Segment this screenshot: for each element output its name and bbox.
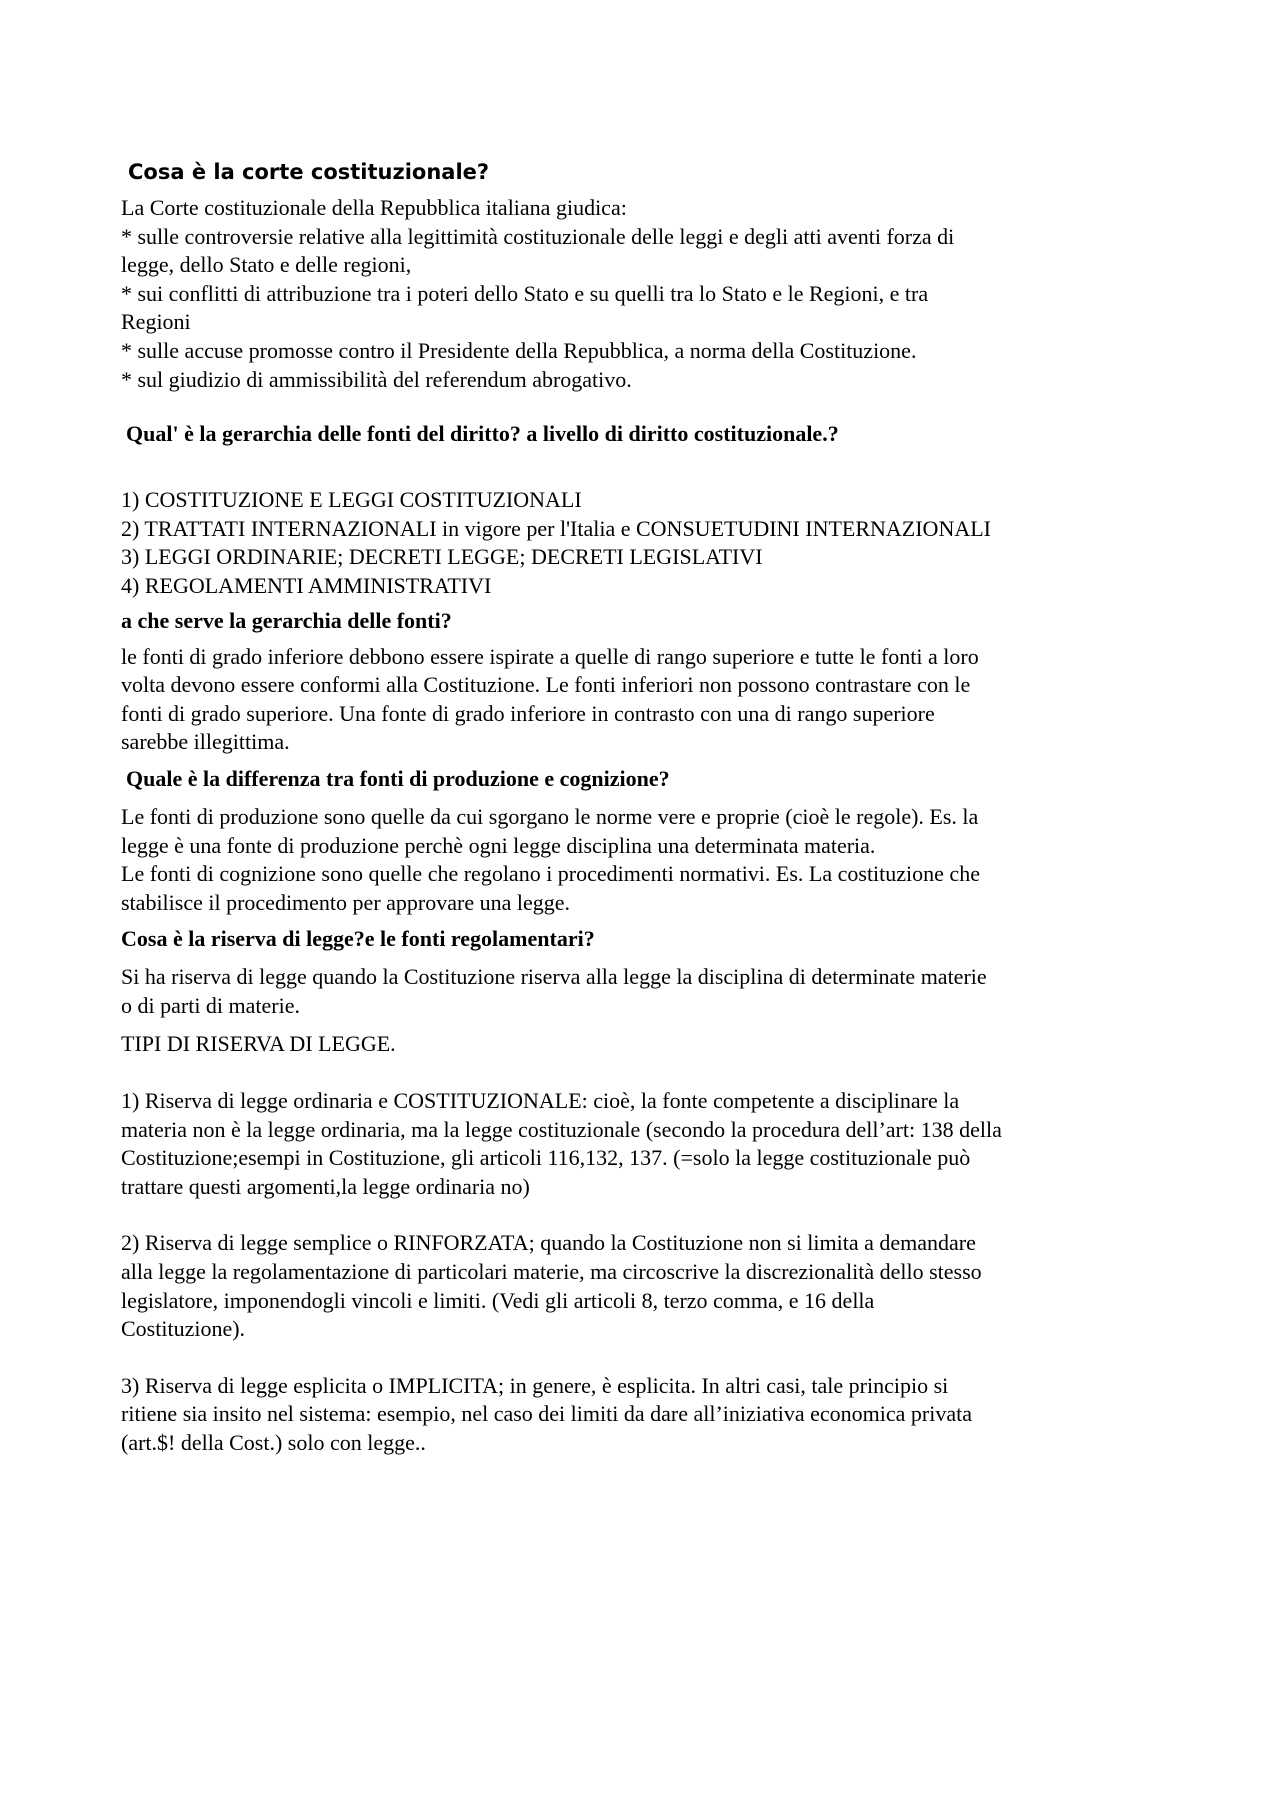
list-item: 4) REGOLAMENTI AMMINISTRATIVI	[121, 572, 492, 598]
list-item: 1) COSTITUZIONE E LEGGI COSTITUZIONALI	[121, 487, 582, 513]
list-item: 3) LEGGI ORDINARIE; DECRETI LEGGE; DECRETI LEGISLATIVI	[121, 544, 763, 570]
text-line: trattare questi argomenti,la legge ordinaria no)	[121, 1173, 530, 1199]
list-item: 2) TRATTATI INTERNAZIONALI in vigore per l'Italia e CONSUETUDINI INTERNAZIONALI	[121, 515, 991, 541]
text-line: alla legge la regolamentazione di particolari materie, ma circoscrive la discrezionalità dello stesso	[121, 1259, 982, 1285]
heading-corte-costituzionale: Cosa è la corte costituzionale?	[128, 160, 490, 184]
text-line: * sui conflitti di attribuzione tra i poteri dello Stato e su quelli tra lo Stato e le Regioni, e tra	[121, 280, 929, 306]
text-line: La Corte costituzionale della Repubblica italiana giudica:	[121, 195, 627, 220]
text-line: sarebbe illegittima.	[121, 729, 290, 755]
text-line: legge è una fonte di produzione perchè ogni legge disciplina una determinata materia.	[121, 832, 876, 858]
heading-differenza-fonti: Quale è la differenza tra fonti di produzione e cognizione?	[126, 765, 670, 791]
paragraph-riserva-tipo-2	[121, 1229, 1171, 1343]
text-line: legislatore, imponendogli vincoli e limiti. (Vedi gli articoli 8, terzo comma, e 16 della	[121, 1287, 875, 1313]
text-line: Costituzione;esempi in Costituzione, gli articoli 116,132, 137. (=solo la legge costituzionale può	[121, 1145, 971, 1171]
text-line: Si ha riserva di legge quando la Costituzione riserva alla legge la disciplina di determinate materie	[121, 964, 987, 990]
text-line: Regioni	[121, 309, 191, 335]
document-page	[121, 158, 1171, 1458]
text-line: * sulle accuse promosse contro il Presidente della Repubblica, a norma della Costituzione.	[121, 337, 917, 363]
paragraph-riserva-tipo-3	[121, 1372, 1171, 1458]
text-line: (art.$! della Cost.) solo con legge..	[121, 1430, 426, 1455]
text-line: 3) Riserva di legge esplicita o IMPLICITA; in genere, è esplicita. In altri casi, tale principio si	[121, 1372, 949, 1398]
text-line: * sul giudizio di ammissibilità del referendum abrogativo.	[121, 366, 632, 392]
paragraph-corte	[121, 194, 1171, 394]
text-line: stabilisce il procedimento per approvare una legge.	[121, 889, 570, 915]
text-line: ritiene sia insito nel sistema: esempio, nel caso dei limiti da dare all’iniziativa economica privata	[121, 1401, 972, 1427]
paragraph-serve	[121, 643, 1171, 757]
text-line: 2) Riserva di legge semplice o RINFORZATA; quando la Costituzione non si limita a demandare	[121, 1230, 976, 1256]
paragraph-differenza	[121, 803, 1171, 917]
text-line: legge, dello Stato e delle regioni,	[121, 252, 412, 278]
tipi-riserva-title: TIPI DI RISERVA DI LEGGE.	[121, 1031, 396, 1057]
paragraph-riserva-tipo-1	[121, 1087, 1171, 1201]
text-line: le fonti di grado inferiore debbono essere ispirate a quelle di rango superiore e tutte le fonti a loro	[121, 643, 979, 669]
heading-gerarchia-fonti: Qual' è la gerarchia delle fonti del diritto? a livello di diritto costituzionale.?	[126, 421, 839, 447]
text-line: materia non è la legge ordinaria, ma la legge costituzionale (secondo la procedura dell’art: 138 della	[121, 1116, 1002, 1142]
list-gerarchia	[121, 486, 1171, 600]
text-line: Le fonti di cognizione sono quelle che regolano i procedimenti normativi. Es. La costituzione che	[121, 861, 980, 887]
text-line: volta devono essere conformi alla Costituzione. Le fonti inferiori non possono contrastare con le	[121, 672, 971, 698]
text-line: * sulle controversie relative alla legittimità costituzionale delle leggi e degli atti aventi forza di	[121, 223, 955, 249]
paragraph-riserva-intro	[121, 963, 1171, 1020]
text-line: fonti di grado superiore. Una fonte di grado inferiore in contrasto con una di rango superiore	[121, 700, 935, 726]
text-line: Le fonti di produzione sono quelle da cui sgorgano le norme vere e proprie (cioè le regole). Es. la	[121, 803, 979, 829]
heading-serve-gerarchia: a che serve la gerarchia delle fonti?	[121, 607, 452, 633]
text-line: 1) Riserva di legge ordinaria e COSTITUZIONALE: cioè, la fonte competente a disciplinare la	[121, 1088, 960, 1114]
text-line: o di parti di materie.	[121, 992, 300, 1018]
text-line: Costituzione).	[121, 1316, 246, 1342]
heading-riserva-legge: Cosa è la riserva di legge?e le fonti regolamentari?	[121, 926, 595, 952]
